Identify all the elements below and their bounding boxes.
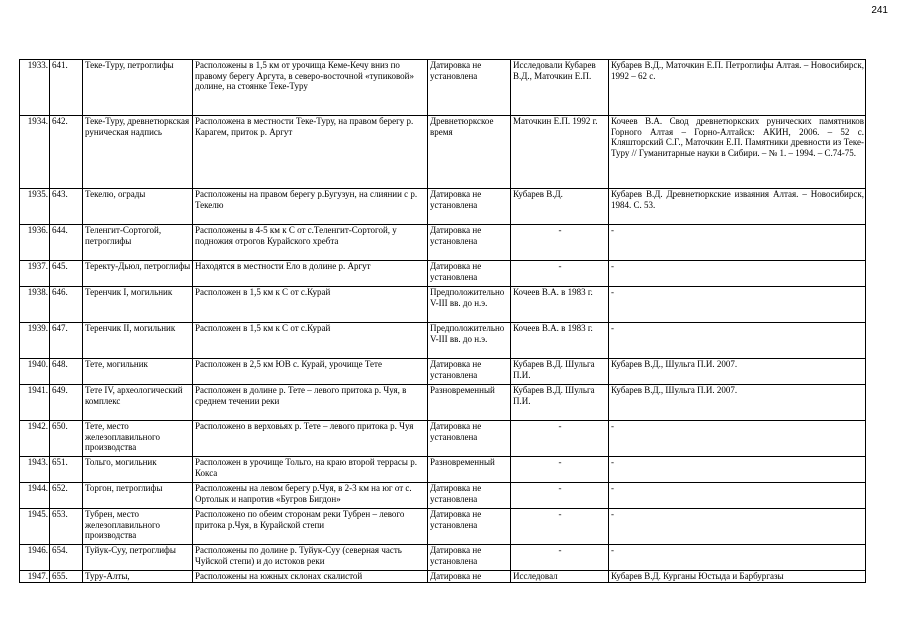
monument-location: Расположен в урочище Тольго, на краю второй террасы р. Кокса	[193, 457, 428, 483]
monument-researchers: Кочеев В.А. в 1983 г.	[511, 323, 609, 359]
monument-name: Теректу-Дьюл, петроглифы	[83, 261, 193, 287]
row-number-total: 1939.	[20, 323, 50, 359]
table-row	[20, 483, 866, 509]
monument-location: Расположен в 1,5 км к С от с.Курай	[193, 287, 428, 323]
row-number-district: 653.	[50, 509, 83, 545]
monument-name: Туйук-Суу, петроглифы	[83, 545, 193, 571]
monument-dating: Датировка не установлена	[428, 545, 511, 571]
row-number-total: 1937.	[20, 261, 50, 287]
monument-dating: Древнетюркское время	[428, 116, 511, 189]
monument-name: Теренчик I, могильник	[83, 287, 193, 323]
monument-location: Расположена в местности Теке-Туру, на правом берегу р. Карагем, приток р. Аргут	[193, 116, 428, 189]
row-number-total: 1941.	[20, 385, 50, 421]
table-row	[20, 359, 866, 385]
monument-location: Расположен в долине р. Тете – левого притока р. Чуя, в среднем течении реки	[193, 385, 428, 421]
monument-location: Расположен в 2,5 км ЮВ с. Курай, урочище Тете	[193, 359, 428, 385]
row-number-total: 1940.	[20, 359, 50, 385]
row-number-district: 647.	[50, 323, 83, 359]
monument-researchers: -	[511, 483, 609, 509]
monument-name: Туру-Алты,	[83, 571, 193, 583]
row-number-total: 1946.	[20, 545, 50, 571]
monument-researchers: -	[511, 545, 609, 571]
monument-sources: Кубарев В.Д. Древнетюркские изваяния Алтая. – Новосибирск, 1984. С. 53.	[609, 189, 866, 225]
monument-dating: Датировка не установлена	[428, 509, 511, 545]
monument-location: Расположены на левом берегу р.Чуя, в 2-3 км на юг от с. Ортолык и напротив «Бугров Бигдон»	[193, 483, 428, 509]
row-number-district: 655.	[50, 571, 83, 583]
table-row	[20, 385, 866, 421]
table-row	[20, 509, 866, 545]
row-number-district: 648.	[50, 359, 83, 385]
table-row	[20, 225, 866, 261]
monument-researchers: Маточкин Е.П. 1992 г.	[511, 116, 609, 189]
row-number-total: 1943.	[20, 457, 50, 483]
row-number-total: 1944.	[20, 483, 50, 509]
monument-sources: -	[609, 483, 866, 509]
monument-name: Тете, место железоплавильного производства	[83, 421, 193, 457]
monument-dating: Предположительно V-III вв. до н.э.	[428, 323, 511, 359]
monument-dating: Датировка не установлена	[428, 261, 511, 287]
row-number-district: 643.	[50, 189, 83, 225]
monument-dating: Разновременный	[428, 385, 511, 421]
monument-location: Расположено по обеим сторонам реки Тубрен – левого притока р.Чуя, в Курайской степи	[193, 509, 428, 545]
row-number-total: 1933.	[20, 60, 50, 116]
table-row	[20, 189, 866, 225]
monument-location: Расположены в 1,5 км от урочища Кеме-Кечу вниз по правому берегу Аргута, в северо-восточной «тупиковой» долине, на стоянке Теке-Туру	[193, 60, 428, 116]
monument-researchers: Кочеев В.А. в 1983 г.	[511, 287, 609, 323]
monument-dating: Датировка не установлена	[428, 60, 511, 116]
monument-researchers: Кубарев В.Д. Шульга П.И.	[511, 385, 609, 421]
table-row	[20, 261, 866, 287]
monument-name: Тете, могильник	[83, 359, 193, 385]
monument-sources: -	[609, 421, 866, 457]
monument-name: Теке-Туру, петроглифы	[83, 60, 193, 116]
monument-sources: -	[609, 457, 866, 483]
monument-sources: Кочеев В.А. Свод древнетюркских рунических памятников Горного Алтая – Горно-Алтайск: АКИН, 2006. – 52 с. Кляшторский С.Г., Маточкин Е.П. Памятники древности из Теке-Туру // Гуманитарные науки в Сибири. – № 1. – 1994. – С.74-75.	[609, 116, 866, 189]
monument-researchers: -	[511, 509, 609, 545]
monument-name: Текелю, ограды	[83, 189, 193, 225]
monument-dating: Датировка не установлена	[428, 189, 511, 225]
row-number-total: 1947.	[20, 571, 50, 583]
monument-sources: Кубарев В.Д. Курганы Юстыда и Барбургазы	[609, 571, 866, 583]
table-row	[20, 457, 866, 483]
monument-dating: Датировка не установлена	[428, 483, 511, 509]
monument-dating: Датировка не	[428, 571, 511, 583]
row-number-district: 649.	[50, 385, 83, 421]
row-number-district: 641.	[50, 60, 83, 116]
monument-location: Расположены на правом берегу р.Бугузун, на слиянии с р. Текелю	[193, 189, 428, 225]
row-number-district: 654.	[50, 545, 83, 571]
monument-location: Расположен в 1,5 км к С от с.Курай	[193, 323, 428, 359]
monument-name: Теленгит-Сортогой, петроглифы	[83, 225, 193, 261]
monument-name: Торгон, петроглифы	[83, 483, 193, 509]
page-number: 241	[871, 5, 888, 16]
table-row	[20, 545, 866, 571]
monuments-table	[19, 59, 866, 583]
row-number-total: 1945.	[20, 509, 50, 545]
monument-sources: -	[609, 509, 866, 545]
monument-sources: -	[609, 545, 866, 571]
monument-sources: -	[609, 225, 866, 261]
monument-name: Тубрен, место железоплавильного производства	[83, 509, 193, 545]
row-number-total: 1942.	[20, 421, 50, 457]
monument-sources: -	[609, 261, 866, 287]
monument-dating: Датировка не установлена	[428, 359, 511, 385]
row-number-district: 652.	[50, 483, 83, 509]
monument-researchers: -	[511, 421, 609, 457]
table-row	[20, 571, 866, 583]
monument-location: Расположены по долине р. Туйук-Суу (северная часть Чуйской степи) и до истоков реки	[193, 545, 428, 571]
monument-dating: Датировка не установлена	[428, 225, 511, 261]
monument-sources: -	[609, 287, 866, 323]
row-number-district: 646.	[50, 287, 83, 323]
monument-researchers: Кубарев В.Д. Шульга П.И.	[511, 359, 609, 385]
table-row	[20, 116, 866, 189]
table-row	[20, 287, 866, 323]
monument-name: Теке-Туру, древнетюркская руническая надпись	[83, 116, 193, 189]
monument-sources: Кубарев В.Д., Маточкин Е.П. Петроглифы Алтая. – Новосибирск, 1992 – 62 с.	[609, 60, 866, 116]
monument-dating: Предположительно V-III вв. до н.э.	[428, 287, 511, 323]
table-row	[20, 323, 866, 359]
monument-name: Теренчик II, могильник	[83, 323, 193, 359]
monument-location: Находятся в местности Ело в долине р. Аргут	[193, 261, 428, 287]
monument-sources: -	[609, 323, 866, 359]
table-row	[20, 421, 866, 457]
monument-researchers: Исследовали Кубарев В.Д., Маточкин Е.П.	[511, 60, 609, 116]
row-number-district: 645.	[50, 261, 83, 287]
monument-dating: Датировка не установлена	[428, 421, 511, 457]
monument-researchers: Кубарев В.Д.	[511, 189, 609, 225]
row-number-district: 651.	[50, 457, 83, 483]
monument-location: Расположено в верховьях р. Тете – левого притока р. Чуя	[193, 421, 428, 457]
monument-researchers: -	[511, 261, 609, 287]
monument-name: Тольго, могильник	[83, 457, 193, 483]
monument-researchers: -	[511, 225, 609, 261]
table-row	[20, 60, 866, 116]
monument-sources: Кубарев В.Д., Шульга П.И. 2007.	[609, 385, 866, 421]
row-number-district: 644.	[50, 225, 83, 261]
row-number-total: 1936.	[20, 225, 50, 261]
row-number-total: 1938.	[20, 287, 50, 323]
row-number-total: 1935.	[20, 189, 50, 225]
monument-name: Тете IV, археологический комплекс	[83, 385, 193, 421]
row-number-district: 650.	[50, 421, 83, 457]
row-number-district: 642.	[50, 116, 83, 189]
monument-researchers: Исследовал	[511, 571, 609, 583]
monument-location: Расположены на южных склонах скалистой	[193, 571, 428, 583]
row-number-total: 1934.	[20, 116, 50, 189]
monument-dating: Разновременный	[428, 457, 511, 483]
monument-location: Расположены в 4-5 км к С от с.Теленгит-Сортогой, у подножия отрогов Курайского хребта	[193, 225, 428, 261]
monument-researchers: -	[511, 457, 609, 483]
monument-sources: Кубарев В.Д., Шульга П.И. 2007.	[609, 359, 866, 385]
